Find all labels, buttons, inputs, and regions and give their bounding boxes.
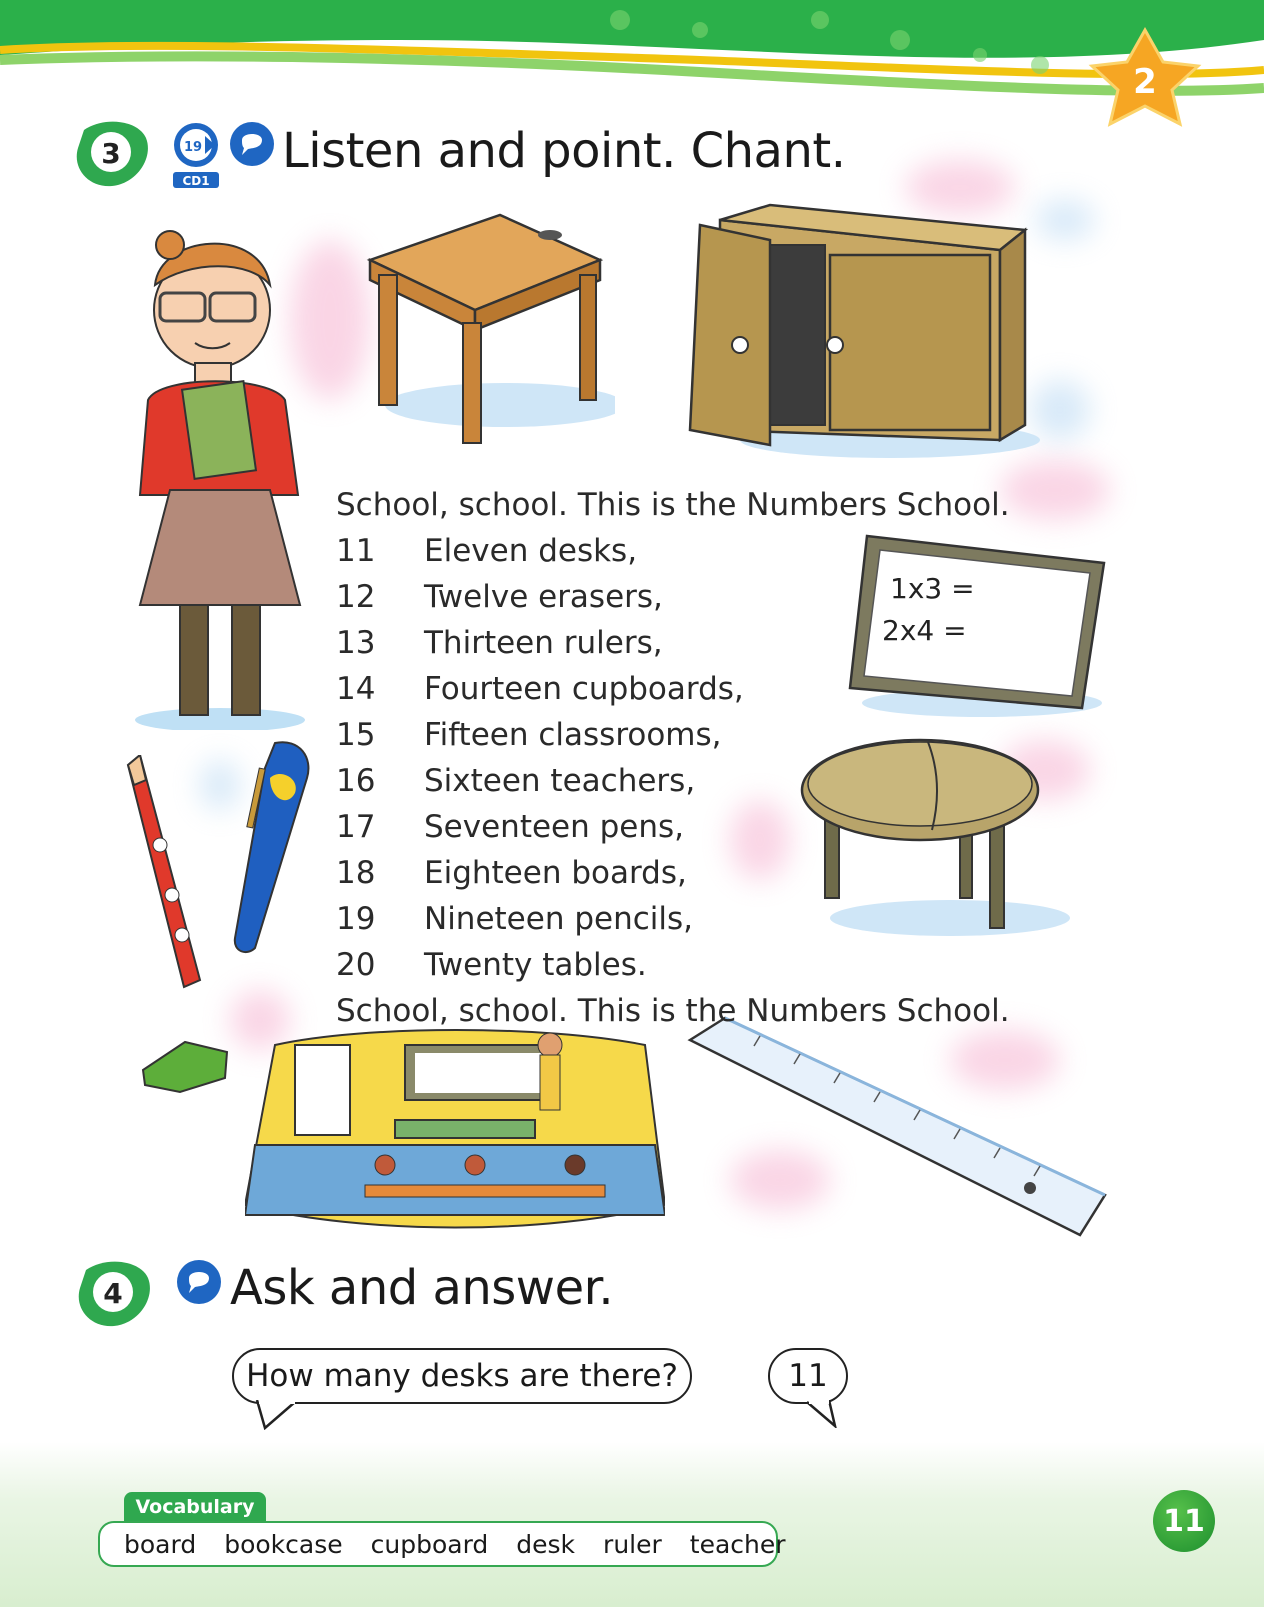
audio-track-icon[interactable] xyxy=(171,120,221,192)
chant-words: Fifteen classrooms, xyxy=(424,717,722,753)
chant-words: Twelve erasers, xyxy=(424,579,663,615)
chant-number: 14 xyxy=(336,671,376,707)
chant-number: 19 xyxy=(336,901,376,937)
chant-line xyxy=(336,758,1056,804)
chant-number: 17 xyxy=(336,809,376,845)
desk-illustration xyxy=(355,205,615,445)
ruler-illustration xyxy=(680,1010,1120,1250)
pencil-illustration xyxy=(120,755,230,995)
chant-number: 20 xyxy=(336,947,376,983)
chant-line xyxy=(336,804,1056,850)
svg-text:19: 19 xyxy=(183,140,203,155)
chant-line xyxy=(336,528,1056,574)
pen-illustration xyxy=(225,738,315,958)
chant-words: Twenty tables. xyxy=(424,947,647,983)
chant-words: Thirteen rulers, xyxy=(424,625,663,661)
vocabulary-box xyxy=(98,1521,786,1567)
bubble-tail-icon xyxy=(255,1400,305,1430)
chant-words: Sixteen teachers, xyxy=(424,763,696,799)
bubble-tail-icon xyxy=(805,1400,845,1428)
chant-outro: School, school. This is the Numbers School. xyxy=(336,993,1010,1029)
classroom-illustration xyxy=(245,1025,665,1235)
chant-line xyxy=(336,850,1056,896)
speech-icon xyxy=(226,120,278,170)
question-bubble: How many desks are there? xyxy=(232,1348,692,1404)
chant-words: Nineteen pencils, xyxy=(424,901,693,937)
eraser-illustration xyxy=(135,1030,235,1100)
chant-line xyxy=(336,942,1056,988)
activity-title: Listen and point. Chant. xyxy=(282,123,846,179)
chant-words: Eleven desks, xyxy=(424,533,638,569)
chant-number: 18 xyxy=(336,855,376,891)
chant-text xyxy=(336,482,1056,1034)
chant-number: 15 xyxy=(336,717,376,753)
svg-text:CD1: CD1 xyxy=(182,174,210,188)
teacher-illustration xyxy=(120,215,320,730)
svg-text:4: 4 xyxy=(103,1277,123,1310)
cupboard-illustration xyxy=(680,200,1040,460)
chant-line xyxy=(336,712,1056,758)
vocabulary-word: teacher xyxy=(689,1529,786,1559)
chant-number: 11 xyxy=(336,533,376,569)
chant-words: Seventeen pens, xyxy=(424,809,685,845)
svg-text:3: 3 xyxy=(101,137,121,170)
page-number: 11 xyxy=(1153,1490,1215,1552)
chant-line xyxy=(336,574,1056,620)
chant-intro: School, school. This is the Numbers School. xyxy=(336,487,1010,523)
chant-line xyxy=(336,620,1056,666)
vocabulary-word: board xyxy=(124,1529,197,1559)
vocabulary-word: ruler xyxy=(603,1529,662,1559)
board-line-1: 1x3 = xyxy=(890,572,975,605)
board-line-2: 2x4 = xyxy=(882,614,967,647)
watercolor-blob xyxy=(1035,200,1095,240)
chant-number: 16 xyxy=(336,763,376,799)
activity-number-badge xyxy=(74,118,152,190)
chant-line xyxy=(336,896,1056,942)
activity-number-badge xyxy=(76,1258,154,1330)
vocabulary-word: bookcase xyxy=(224,1529,343,1559)
chant-words: Fourteen cupboards, xyxy=(424,671,744,707)
activity-title: Ask and answer. xyxy=(230,1260,614,1316)
answer-bubble: 11 xyxy=(768,1348,848,1404)
unit-number: 2 xyxy=(1133,62,1157,102)
vocabulary-label: Vocabulary xyxy=(124,1492,266,1522)
chant-number: 13 xyxy=(336,625,376,661)
top-banner xyxy=(0,0,1264,130)
vocabulary-word: cupboard xyxy=(370,1529,489,1559)
chant-line xyxy=(336,666,1056,712)
chant-number: 12 xyxy=(336,579,376,615)
speech-icon xyxy=(173,1258,225,1308)
chant-words: Eighteen boards, xyxy=(424,855,687,891)
vocabulary-word: desk xyxy=(516,1529,576,1559)
